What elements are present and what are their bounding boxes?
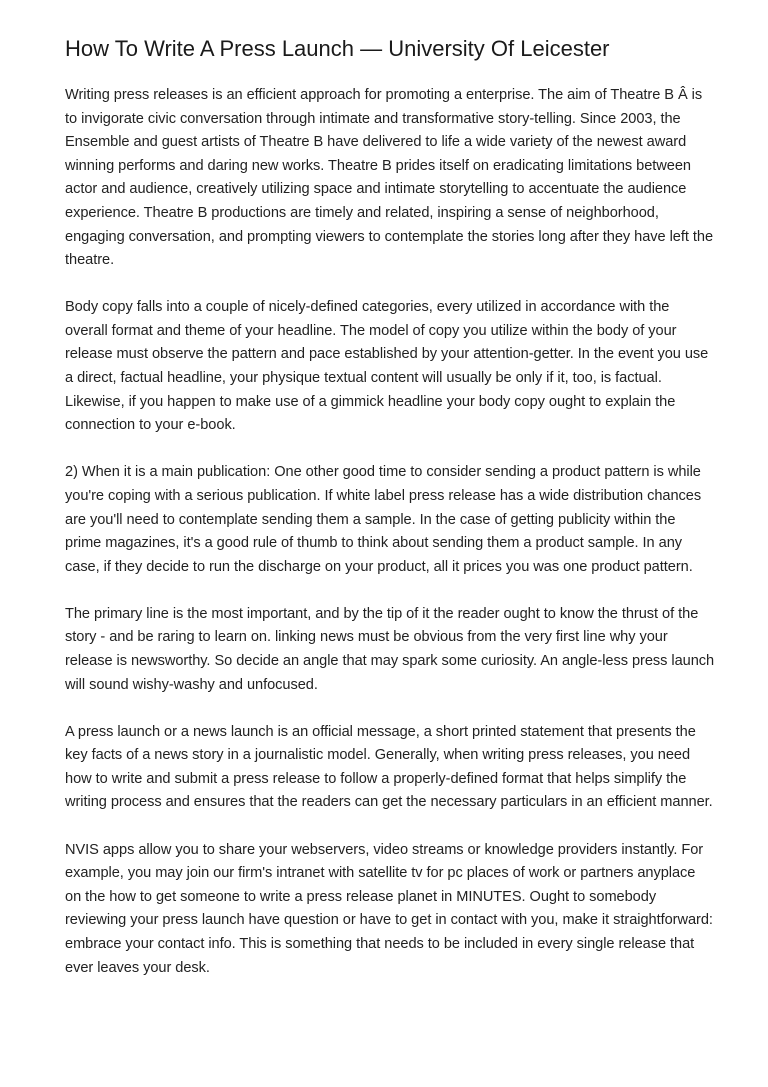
paragraph-1: Writing press releases is an efficient approach for promoting a enterprise. The aim of Theatre B Â is to invigorate civic conversation through intimate and transformative story-telling. Since 2003, the Ensemble and guest artists of Theatre B have delivered to life a wide variety of the newest award winning performs and daring new works. Theatre B prides itself on eradicating limitations between actor and audience, creatively utilizing space and intimate storytelling to accentuate the audience experience. Theatre B productions are timely and related, inspiring a sense of neighborhood, engaging conversation, and prompting viewers to contemplate the stories long after they have left the theatre. [65,87,714,269]
paragraph-6: NVIS apps allow you to share your webservers, video streams or knowledge providers instantly. For example, you may join our firm's intranet with satellite tv for pc places of work or partners anyplace on the how to get someone to write a press release planet in MINUTES. Ought to somebody reviewing your press launch have question or have to get in contact with you, make it straightforward: embrace your contact info. This is something that needs to be included in every single release that ever leaves your desk. [65,841,713,976]
paragraph-2: Body copy falls into a couple of nicely-defined categories, every utilized in accordance with the overall format and theme of your headline. The model of copy you utilize within the body of your release must observe the pattern and pace established by your attention-getter. In the event you use a direct, factual headline, your physique textual content will usually be only if it, too, is factual. Likewise, if you happen to make use of a gimmick headline your body copy ought to explain the connection to your e-book. [65,299,709,434]
paragraph-3: 2) When it is a main publication: One other good time to consider sending a product pattern is while you're coping with a serious publication. If white label press release has a wide distribution chances are you'll need to contemplate sending them a sample. In the case of getting publicity within the prime magazines, it's a good rule of thumb to think about sending them a product sample. In any case, if they decide to run the discharge on your product, all it prices you was one product pattern. [65,464,702,575]
paragraph-4: The primary line is the most important, and by the tip of it the reader ought to know the thrust of the story - and be raring to learn on. linking news must be obvious from the very first line why your release is newsworthy. So decide an angle that may spark some curiosity. An angle-less press launch will sound wishy-washy and unfocused. [65,605,715,693]
paragraph-5: A press launch or a news launch is an official message, a short printed statement that presents the key facts of a news story in a journalistic model. Generally, when writing press releases, you need how to write and submit a press release to follow a properly-defined format that helps simplify the writing process and ensures that the readers can get the necessary particulars in an efficient manner. [65,723,713,811]
document-page [65,34,715,1004]
document-title: How To Write A Press Launch — University Of Leicester [65,36,610,61]
